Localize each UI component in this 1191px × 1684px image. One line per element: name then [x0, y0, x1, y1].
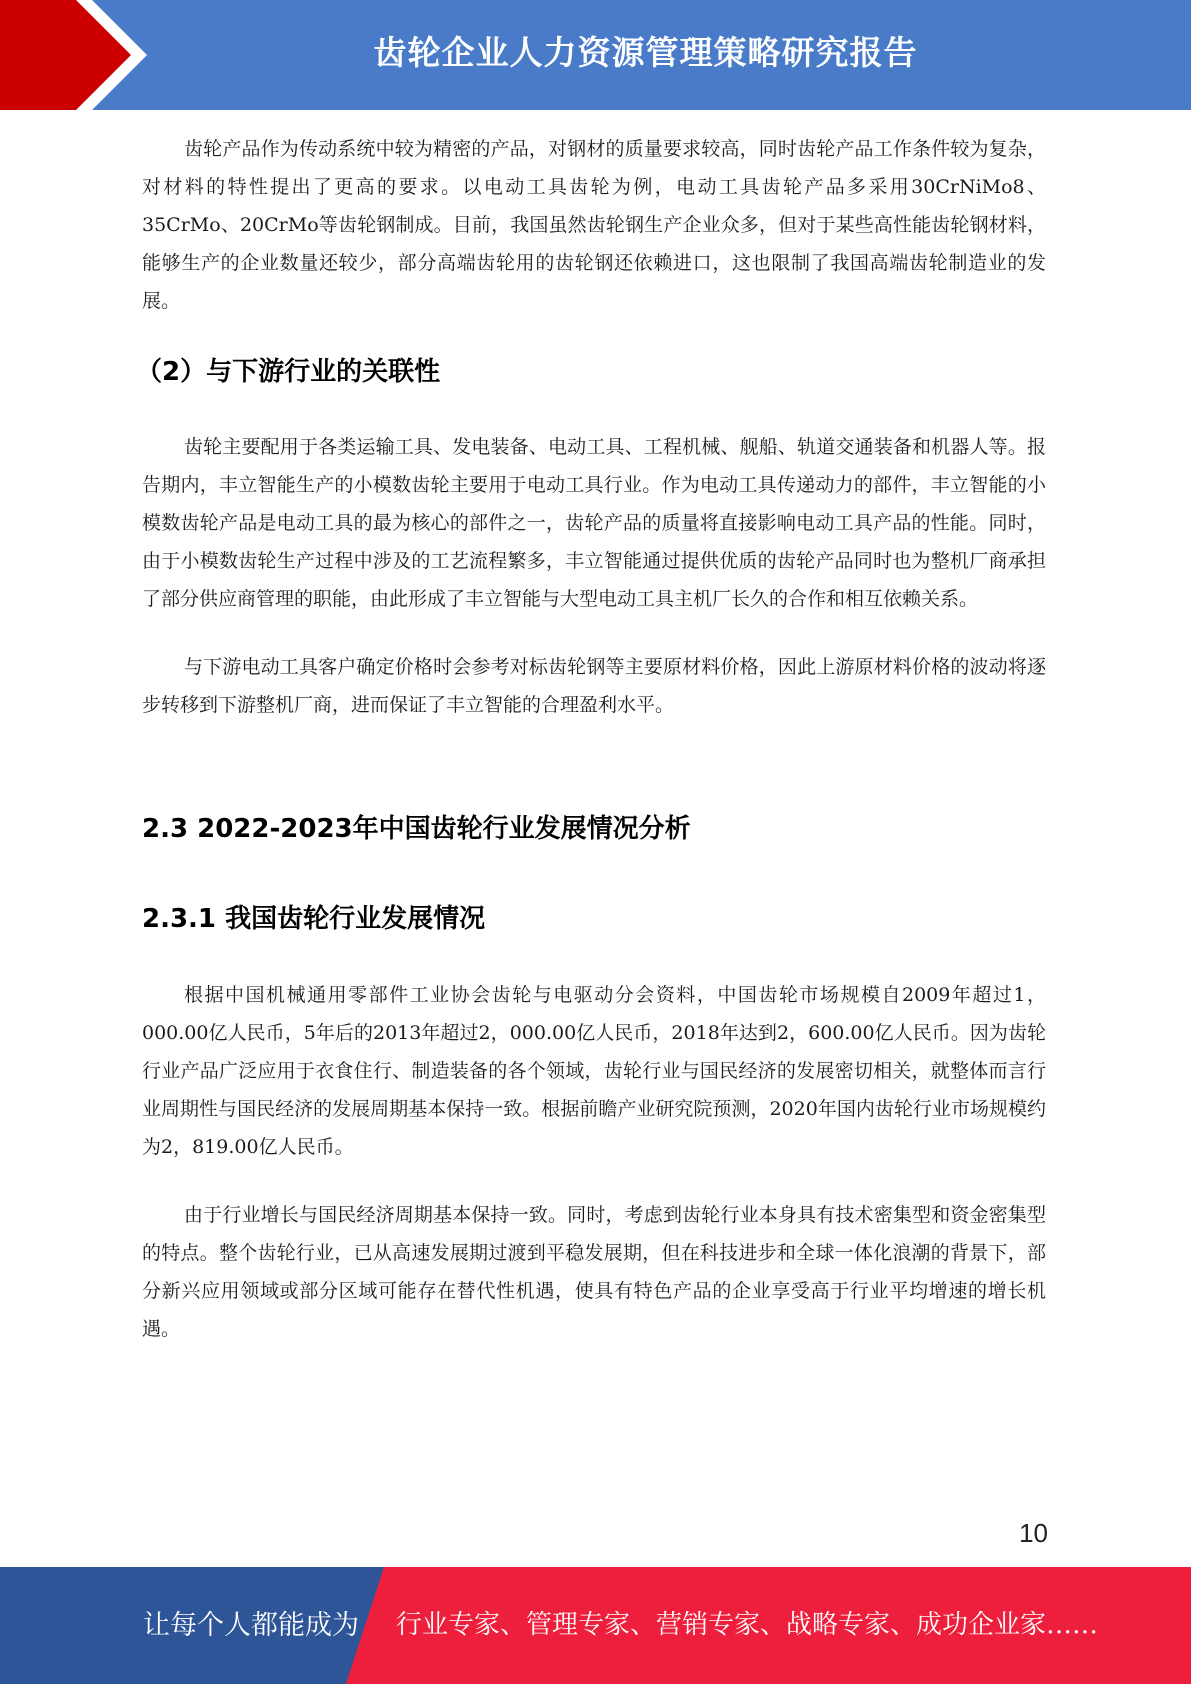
heading-section-2-3: 2.3 2022-2023年中国齿轮行业发展情况分析 [142, 814, 691, 844]
heading-section-2-3-1: 2.3.1 我国齿轮行业发展情况 [142, 904, 486, 934]
page-number: 10 [1019, 1518, 1048, 1548]
footer-slogan-left: 让每个人都能成为 [143, 1610, 359, 1641]
heading-downstream-relation: （2）与下游行业的关联性 [136, 357, 441, 387]
paragraph-industry-trend: 由于行业增长与国民经济周期基本保持一致。同时，考虑到齿轮行业本身具有技术密集型和资金密集型的特点。整个齿轮行业，已从高速发展期过渡到平稳发展期，但在科技进步和全球一体化浪潮的背景下，部分新兴应用领域或部分区域可能存在替代性机遇，使具有特色产品的企业享受高于行业平均增速的增长机遇。 [142, 1204, 1046, 1340]
page-content [136, 130, 1046, 1348]
header-red-arrow [0, 0, 150, 110]
paragraph-downstream-applications: 齿轮主要配用于各类运输工具、发电装备、电动工具、工程机械、舰船、轨道交通装备和机器人等。报告期内，丰立智能生产的小模数齿轮主要用于电动工具行业。作为电动工具传递动力的部件，丰立智能的小模数齿轮产品是电动工具的最为核心的部件之一，齿轮产品的质量将直接影响电动工具产品的性能。同时，由于小模数齿轮生产过程中涉及的工艺流程繁多，丰立智能通过提供优质的齿轮产品同时也为整机厂商承担了部分供应商管理的职能，由此形成了丰立智能与大型电动工具主机厂长久的合作和相互依赖关系。 [142, 436, 1046, 610]
footer-slogan-right: 行业专家、管理专家、营销专家、战略专家、成功企业家…… [396, 1610, 1099, 1640]
paragraph-market-size: 根据中国机械通用零部件工业协会齿轮与电驱动分会资料，中国齿轮市场规模自2009年超过1，000.00亿人民币，5年后的2013年超过2，000.00亿人民币，2018年达到2，600.00亿人民币。因为齿轮行业产品广泛应用于衣食住行、制造装备的各个领域，齿轮行业与国民经济的发展密切相关，就整体而言行业周期性与国民经济的发展周期基本保持一致。根据前瞻产业研究院预测，2020年国内齿轮行业市场规模约为2，819.00亿人民币。 [142, 984, 1046, 1158]
report-title: 齿轮企业人力资源管理策略研究报告 [373, 33, 918, 72]
footer-banner [0, 1567, 1191, 1684]
header-banner [0, 0, 1191, 110]
paragraph-price-linkage: 与下游电动工具客户确定价格时会参考对标齿轮钢等主要原材料价格，因此上游原材料价格的波动将逐步转移到下游整机厂商，进而保证了丰立智能的合理盈利水平。 [142, 656, 1046, 716]
paragraph-steel-requirements: 齿轮产品作为传动系统中较为精密的产品，对钢材的质量要求较高，同时齿轮产品工作条件较为复杂，对材料的特性提出了更高的要求。以电动工具齿轮为例，电动工具齿轮产品多采用30CrNiMo8、35CrMo、20CrMo等齿轮钢制成。目前，我国虽然齿轮钢生产企业众多，但对于某些高性能齿轮钢材料，能够生产的企业数量还较少，部分高端齿轮用的齿轮钢还依赖进口，这也限制了我国高端齿轮制造业的发展。 [142, 138, 1046, 312]
